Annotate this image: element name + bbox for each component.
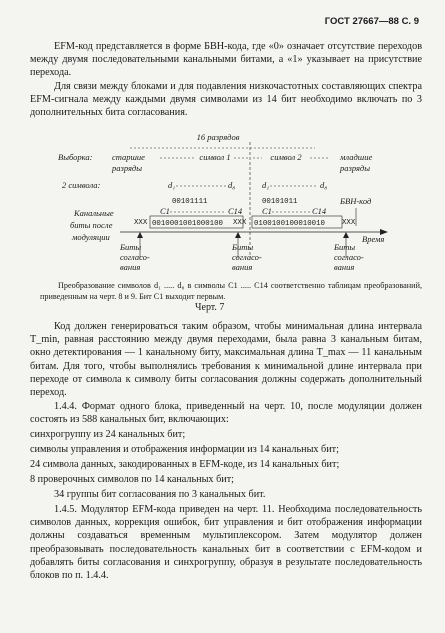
row2-label: 2 символа: — [62, 180, 101, 190]
merge-1-c: вания — [120, 262, 141, 272]
d1-right: d₁ — [262, 180, 270, 190]
bits-left: 00101111 — [172, 198, 208, 206]
d8-left: d₈ — [228, 180, 236, 190]
list-item: 34 группы бит согласования по 3 канальных бит. — [54, 489, 266, 500]
channel-label-2: биты после — [70, 220, 113, 230]
d8-right: d₈ — [320, 180, 328, 190]
page-header: ГОСТ 27667—88 С. 9 — [324, 16, 419, 27]
c14-left: C14 — [228, 206, 243, 216]
major-label-1: старшие — [112, 152, 145, 162]
xxx-3: XXX — [342, 219, 356, 227]
bits-right: 00101011 — [262, 198, 298, 206]
xxx-2: XXX — [233, 219, 247, 227]
merge-3-c: вания — [334, 262, 355, 272]
figure-caption: Преобразование символов d₁ ..... d₈ в символы C1 ..... C14 соответственно таблицам преобразований, приведенным на черт. 8 и 9. Бит C1 выходит первым. — [40, 281, 422, 301]
list-item: 24 символа данных, закодированных в EFM-коде, из 14 канальных бит; — [30, 459, 340, 470]
list-item: символы управления и отображения информации из 14 канальных бит; — [30, 444, 339, 455]
merge-3-a: Биты — [334, 242, 356, 252]
c14-right: C14 — [312, 206, 327, 216]
merge-2-b: согласо- — [232, 252, 262, 262]
c1-left: C1 — [160, 206, 170, 216]
channel-label-3: модуляции — [72, 232, 110, 242]
time-label: Время — [362, 234, 385, 244]
intro-paragraph-2: Для связи между блоками и для подавления низкочастотных составляющих спектра EFM-сигнала между каждыми двумя символами из 14 бит необходимо включать по 3 дополнительных бита согласования. — [30, 81, 422, 119]
c1-right: C1 — [262, 206, 272, 216]
diagram-top-label: 16 разрядов — [196, 132, 240, 142]
merge-1-a: Биты — [120, 242, 142, 252]
row1-label: Выборка: — [58, 152, 93, 162]
d1-left: d₁ — [168, 180, 176, 190]
minor-label-2: разряды — [340, 163, 370, 173]
bvn-label: БВН-код — [340, 196, 372, 206]
channel-label-1: Канальные — [74, 208, 114, 218]
list-item: синхрогруппу из 24 канальных бит; — [30, 429, 186, 440]
merge-3-b: согласо- — [334, 252, 364, 262]
channel-bits-right: 0100100100010010 — [254, 220, 325, 228]
minor-label-1: младшие — [340, 152, 373, 162]
body-paragraph: Код должен генерироваться таким образом, чтобы минимальная длина интервала T_min, равная расстоянию между двумя переходами, была равна 3 канальным битам, окно детектирования — 1 канальному биту, максимальная длина T_max — 11 канальным битам. Для того, чтобы выполнялись требования к минимальной длине интервала при переходе от символа к символу биты согласования должны содержать дополнительный переход. — [30, 321, 422, 399]
major-label-2: разряды — [112, 163, 142, 173]
efm-diagram — [0, 0, 445, 300]
merge-2-a: Биты — [232, 242, 254, 252]
list-item: 8 проверочных символов по 14 канальных бит; — [30, 474, 234, 485]
xxx-1: XXX — [134, 219, 148, 227]
symbol2-label: символ 2 — [270, 152, 302, 162]
section-1-4-5: 1.4.5. Модулятор EFM-кода приведен на черт. 11. Необходима последовательность символов данных, коррекция ошибок, бит управления и бит отображения информации должны создаваться временным мультиплексором. Затем модулятор должен преобразовывать последовательность канальных бит в соответствии с EFM-кодом и добавлять биты согласования и синхрогруппу, образуя в результате последовательность блоков по п. 1.4.4. — [30, 504, 422, 582]
merge-1-b: согласо- — [120, 252, 150, 262]
figure-number: Черт. 7 — [195, 302, 225, 313]
merge-2-c: вания — [232, 262, 253, 272]
section-1-4-4: 1.4.4. Формат одного блока, приведенный на черт. 10, после модуляции должен состоять из 588 канальных бит, включающих: — [30, 401, 422, 426]
channel-bits-left: 0010001001000100 — [152, 220, 223, 228]
symbol1-label: символ 1 — [199, 152, 231, 162]
intro-paragraph-1: EFM-код представляется в форме БВН-кода, где «0» означает отсутствие переходов между двумя последовательными канальными битами, а «1» указывает на присутствие перехода. — [30, 41, 422, 79]
